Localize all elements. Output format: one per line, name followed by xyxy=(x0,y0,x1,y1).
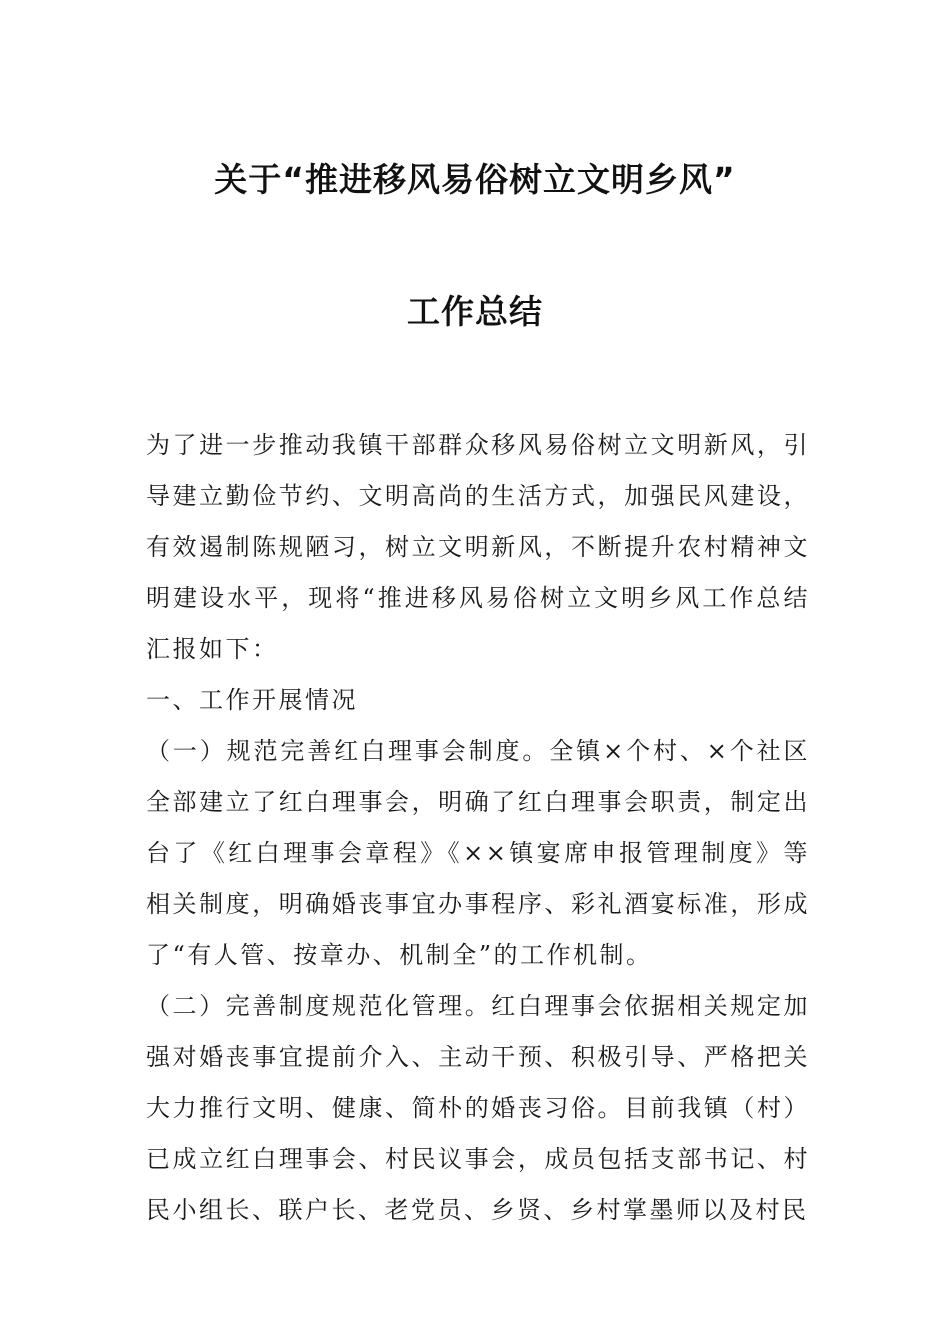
document-title-line2: 工作总结 xyxy=(407,292,543,331)
intro-paragraph: 为了进一步推动我镇干部群众移风易俗树立文明新风，引导建立勤俭节约、文明高尚的生活方式，加强民风建设，有效遏制陈规陋习，树立文明新风，不断提升农村精神文明建设水平，现将“推进移风易俗树立文明乡风工作总结汇报如下： xyxy=(146,431,810,663)
document-title-line1: 关于“推进移风易俗树立文明乡风” xyxy=(214,160,736,199)
paragraph-2: （二）完善制度规范化管理。红白理事会依据相关规定加强对婚丧事宜提前介入、主动干预、积极引导、严格把关大力推行文明、健康、简朴的婚丧习俗。目前我镇（村）已成立红白理事会、村民议事会，成员包括支部书记、村民小组长、联户长、老党员、乡贤、乡村掌墨师以及村民 xyxy=(146,992,810,1224)
document-body xyxy=(146,420,810,1236)
paragraph-1: （一）规范完善红白理事会制度。全镇×个村、×个社区全部建立了红白理事会，明确了红白理事会职责，制定出台了《红白理事会章程》《××镇宴席申报管理制度》等相关制度，明确婚丧事宜办事程序、彩礼酒宴标准，形成了“有人管、按章办、机制全”的工作机制。 xyxy=(146,737,810,969)
section-heading: 一、工作开展情况 xyxy=(146,686,358,714)
